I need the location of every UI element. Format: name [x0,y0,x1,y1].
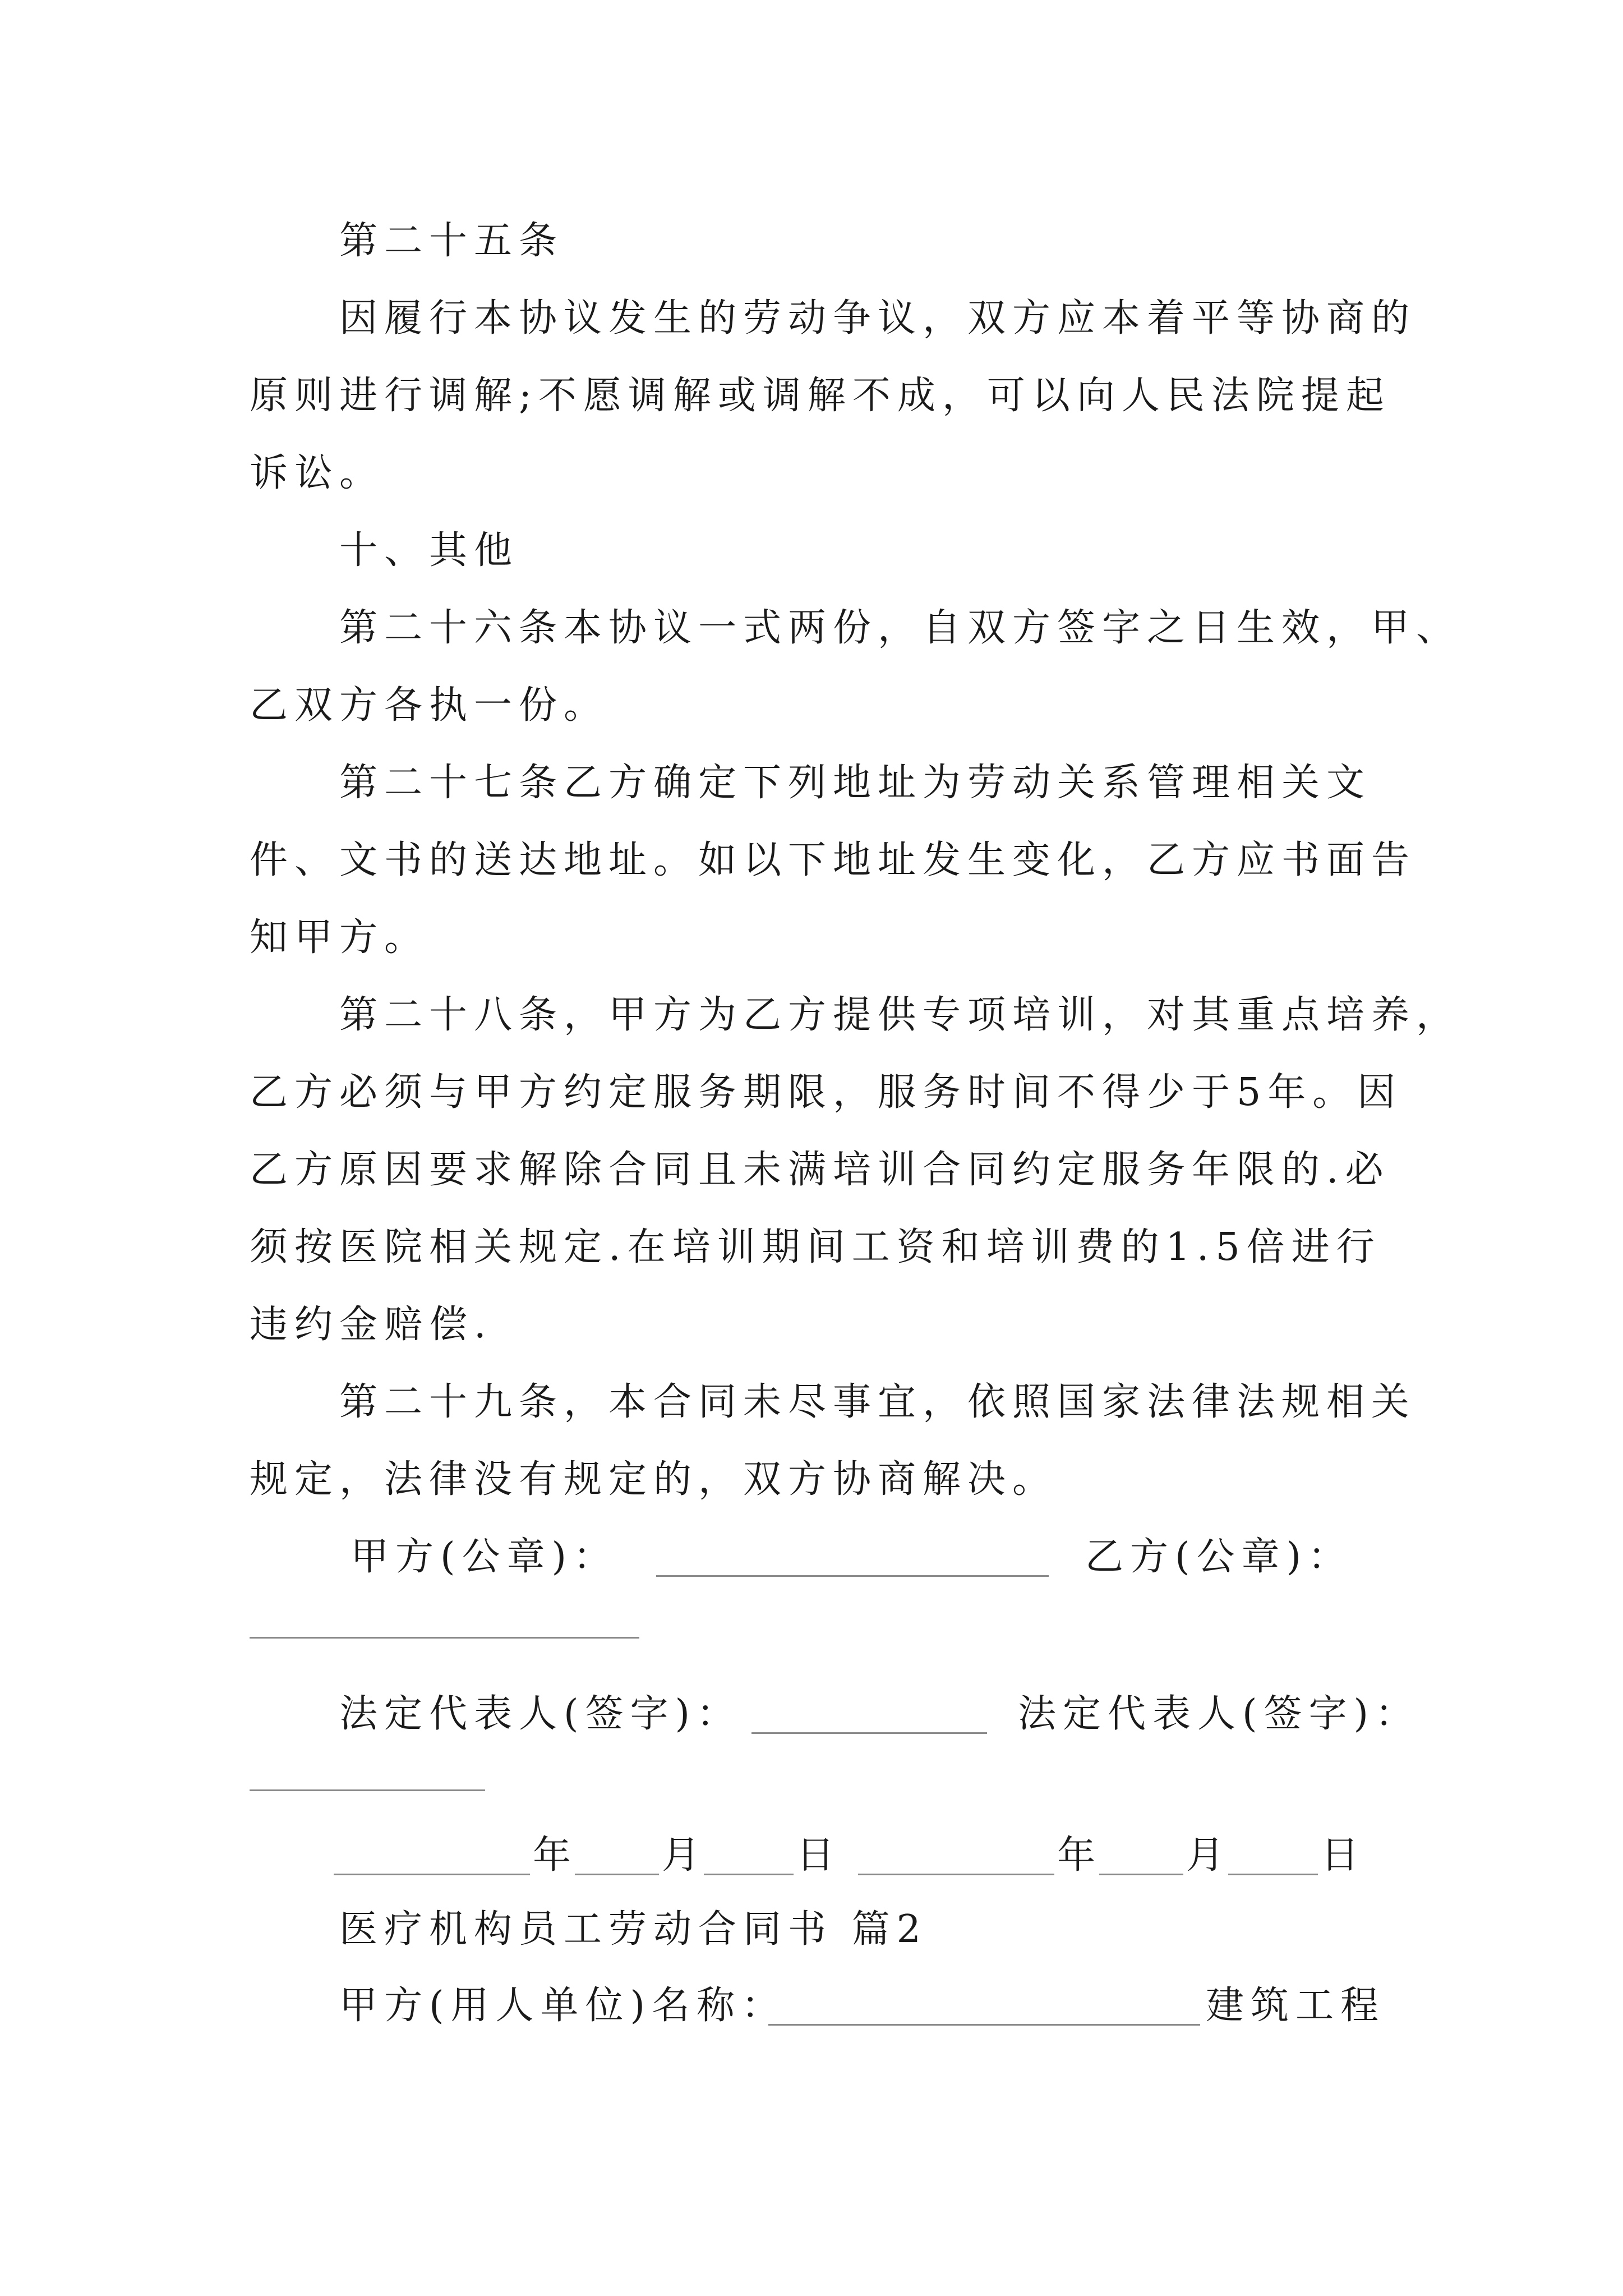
date-a-day-label: 日 [796,1833,842,1878]
date-a-month-label: 月 [662,1833,707,1878]
paragraph-line: 第二十八条，甲方为乙方提供专项培训，对其重点培养， [339,993,1461,1037]
paragraph-line: 原则进行调解;不愿调解或调解不成，可以向人民法院提起 [250,374,1391,418]
date-b-year-label: 年 [1057,1833,1103,1878]
date-b-year-blank [858,1874,1054,1875]
rep-a-label: 法定代表人(签字)： [339,1692,742,1736]
paragraph-line: 须按医院相关规定.在培训期间工资和培训费的1.5倍进行 [250,1225,1381,1269]
paragraph-line: 诉讼。 [250,451,385,495]
employer-name-blank [768,2024,1200,2026]
paragraph-line: 第二十七条乙方确定下列地址为劳动关系管理相关文 [339,761,1372,805]
date-a-day-blank [704,1874,794,1875]
paragraph-line: 规定，法律没有规定的，双方协商解决。 [250,1457,1058,1502]
date-a-year-blank [334,1874,530,1875]
paragraph-line: 第二十六条本协议一式两份，自双方签字之日生效，甲、 [339,606,1461,650]
party-a-seal-label: 甲方(公章)： [351,1535,619,1579]
party-a-seal-blank [656,1575,1049,1577]
section-heading-other: 十、其他 [339,528,519,573]
date-b-day-blank [1228,1874,1318,1875]
rep-a-blank [751,1732,987,1734]
date-a-month-blank [575,1874,659,1875]
paragraph-line: 乙方原因要求解除合同且未满培训合同约定服务年限的.必 [250,1148,1390,1192]
paragraph-line: 乙方必须与甲方约定服务期限，服务时间不得少于5年。因 [250,1070,1403,1115]
employer-name-value: 建筑工程 [1206,1984,1386,2028]
date-a-year-label: 年 [533,1833,578,1878]
date-b-month-label: 月 [1186,1833,1232,1878]
date-b-day-label: 日 [1321,1833,1366,1878]
party-b-seal-blank [250,1637,639,1639]
employer-name-label: 甲方(用人单位)名称： [339,1984,787,2028]
rep-b-label: 法定代表人(签字)： [1018,1692,1421,1736]
paragraph-line: 因履行本协议发生的劳动争议，双方应本着平等协商的 [339,296,1417,341]
article-25-heading: 第二十五条 [339,219,564,263]
party-b-seal-label: 乙方(公章)： [1085,1535,1353,1579]
paragraph-line: 知甲方。 [250,915,430,960]
paragraph-line: 乙双方各执一份。 [250,683,609,728]
paragraph-line: 第二十九条，本合同未尽事宜，依照国家法律法规相关 [339,1380,1417,1424]
section2-title: 医疗机构员工劳动合同书 篇2 [339,1907,928,1952]
paragraph-line: 件、文书的送达地址。如以下地址发生变化，乙方应书面告 [250,838,1417,882]
date-b-month-blank [1099,1874,1183,1875]
rep-b-blank [250,1789,485,1791]
paragraph-line: 违约金赔偿. [250,1303,493,1347]
